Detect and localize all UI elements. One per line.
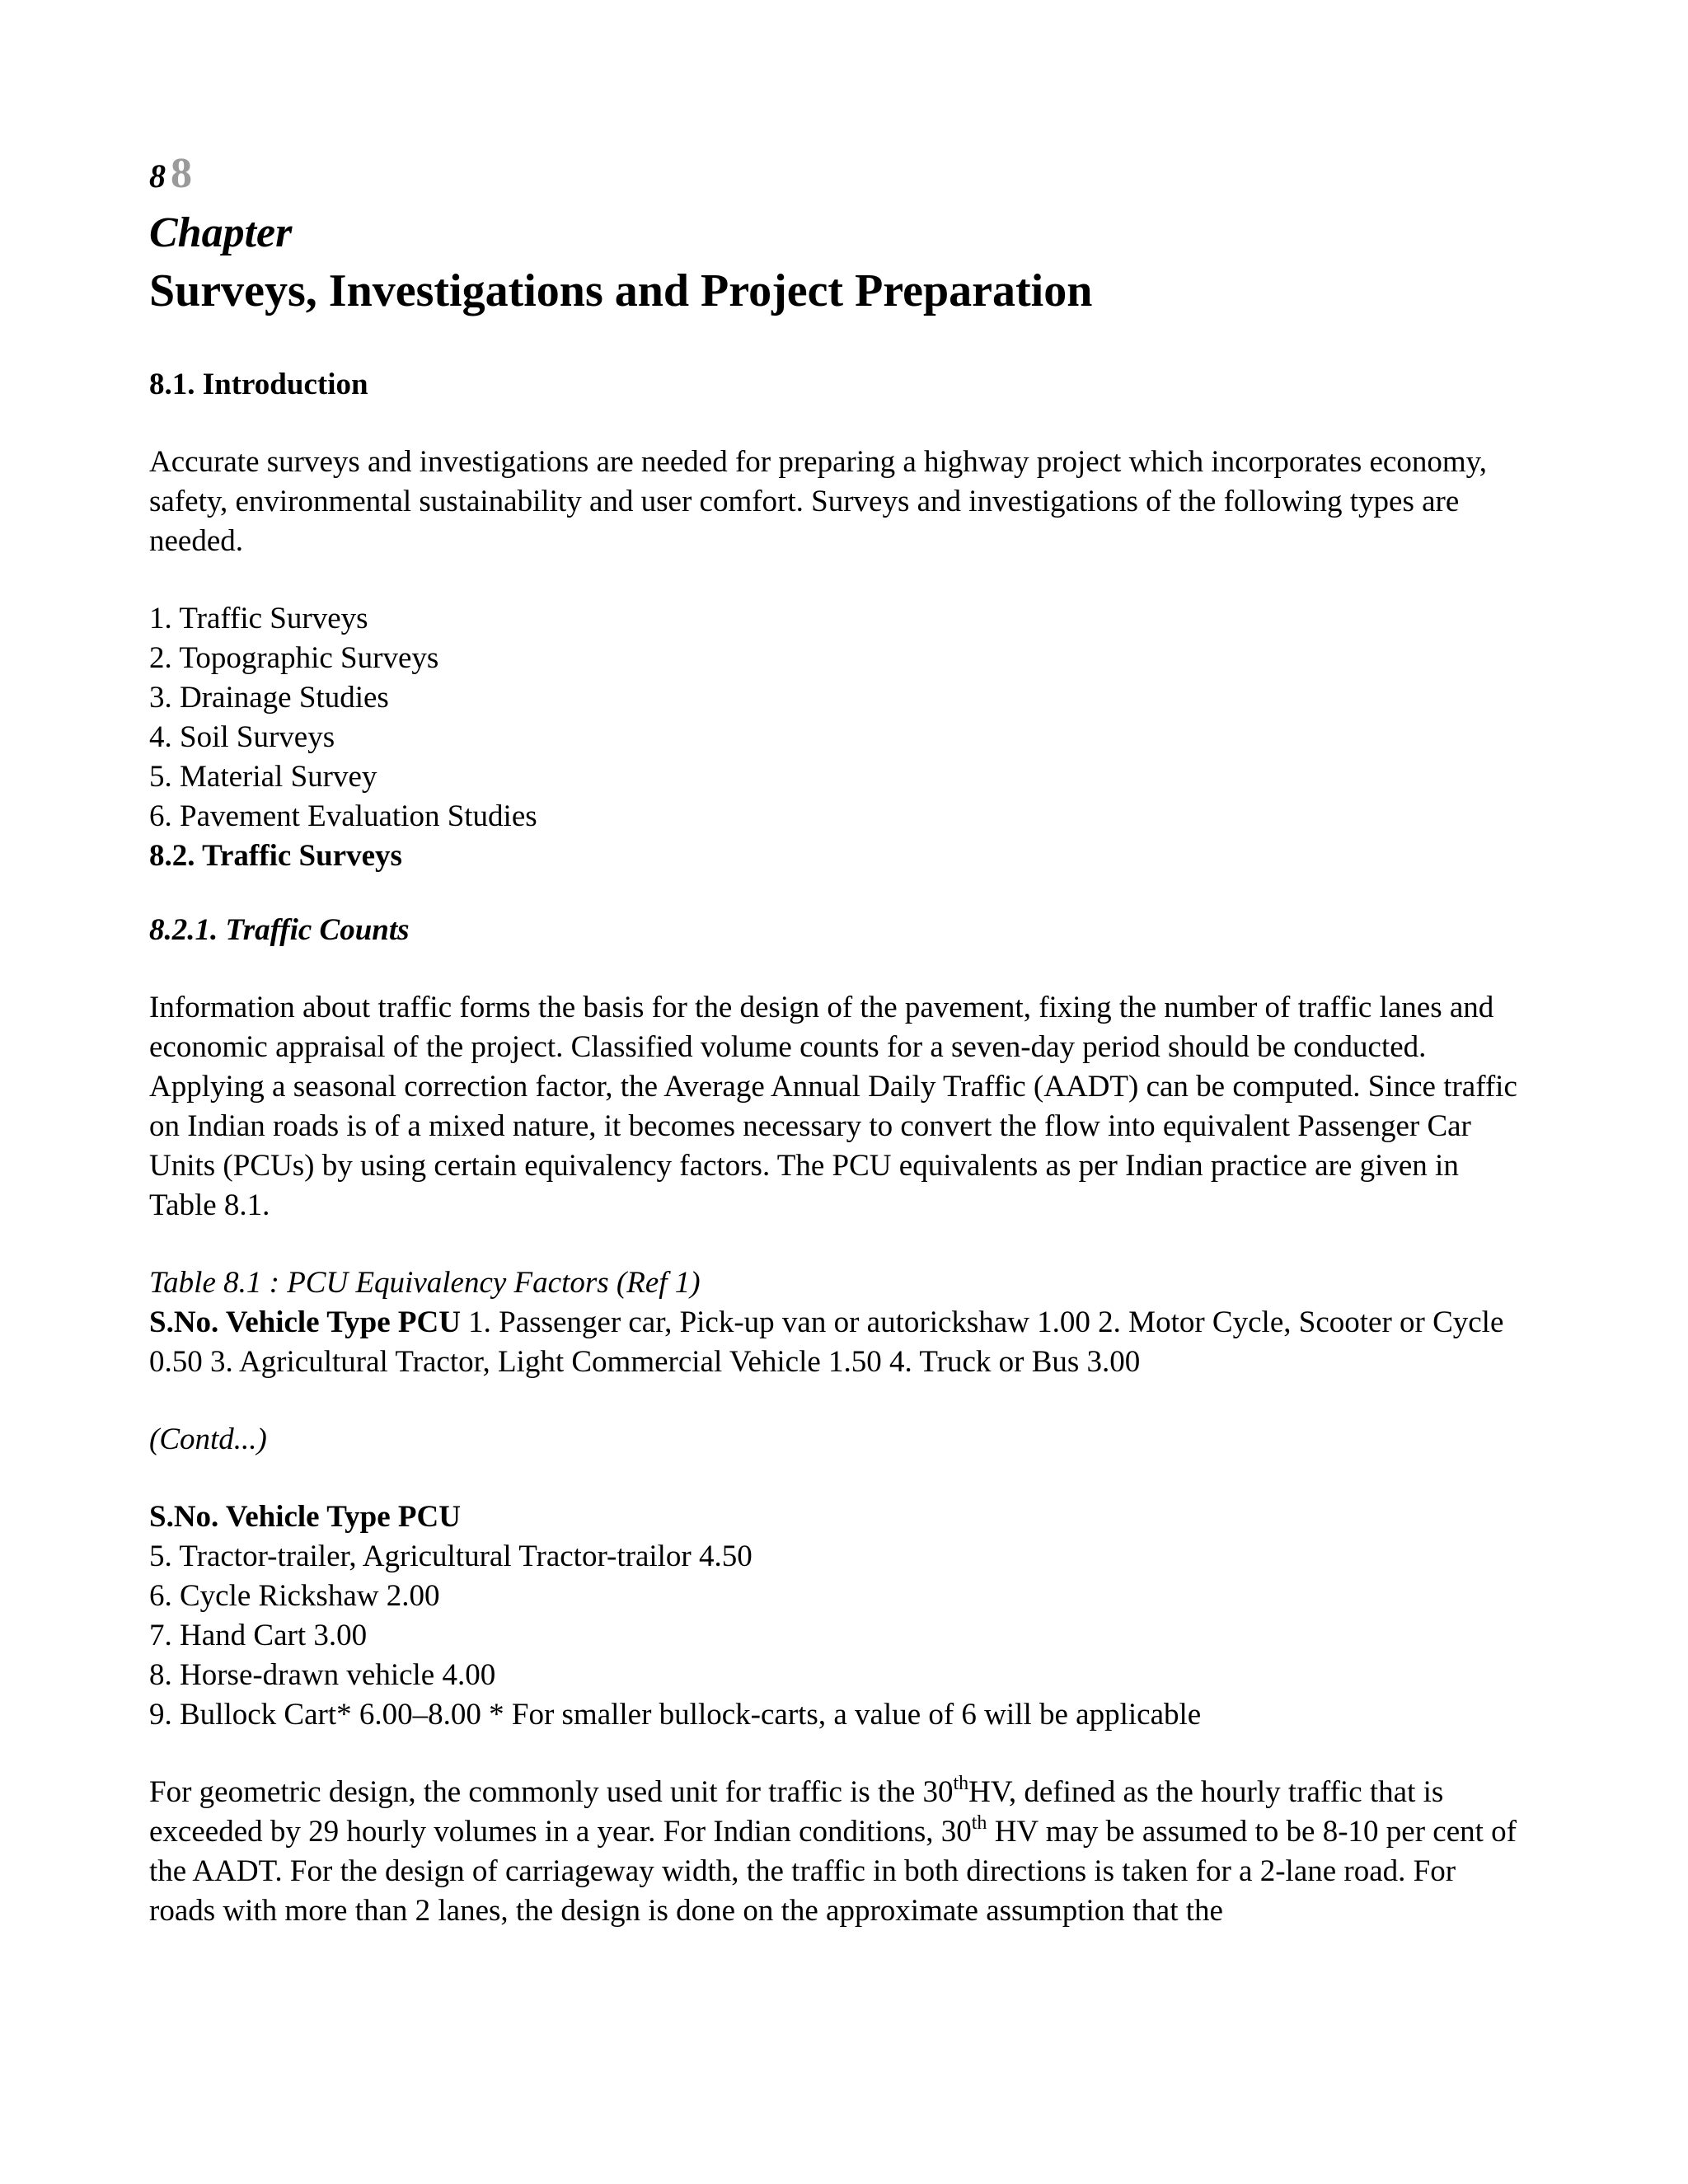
table-part-1 — [149, 1303, 1523, 1382]
superscript: th — [971, 1811, 987, 1834]
superscript: th — [953, 1772, 969, 1794]
section-heading-introduction: 8.1. Introduction — [149, 368, 368, 401]
table-contd-note: (Contd...) — [149, 1422, 267, 1456]
section-heading-traffic-surveys: 8.2. Traffic Surveys — [149, 839, 402, 873]
list-item: 5. Material Survey — [149, 760, 377, 794]
chapter-number-main: 8 — [149, 157, 166, 194]
subsection-heading-traffic-counts: 8.2.1. Traffic Counts — [149, 913, 410, 947]
paragraph-text: HV may be assumed to be 8-10 per cent of the AADT. For the design of carriageway width, the traffic in both directions is taken for a 2-lane road. For roads with more than 2 lanes, the design is done on the approximate assumption that the — [149, 1815, 1517, 1928]
chapter-number — [149, 152, 1523, 205]
table-part-2 — [149, 1497, 1523, 1735]
list-item: 6. Pavement Evaluation Studies — [149, 799, 537, 833]
table-row: 5. Tractor-trailer, Agricultural Tractor-trailor 4.50 — [149, 1540, 753, 1573]
table-header: S.No. Vehicle Type PCU — [149, 1305, 461, 1339]
table-row: 9. Bullock Cart* 6.00–8.00 * For smaller bullock-carts, a value of 6 will be applicable — [149, 1698, 1202, 1732]
introduction-paragraph: Accurate surveys and investigations are needed for preparing a highway project which incorporates economy, safety, environmental sustainability and user comfort. Surveys and investigations of the following types are needed. — [149, 445, 1487, 558]
table-rows-1-4: 1. Passenger car, Pick-up van or autorickshaw 1.00 2. Motor Cycle, Scooter or Cycle 0.50 3. Agricultural Tractor, Light Commercial Vehicle 1.50 4. Truck or Bus 3.00 — [149, 1305, 1504, 1379]
table-row: 7. Hand Cart 3.00 — [149, 1619, 368, 1652]
chapter-title: Surveys, Investigations and Project Preparation — [149, 265, 1093, 316]
table-row: 6. Cycle Rickshaw 2.00 — [149, 1579, 440, 1613]
table-row: 8. Horse-drawn vehicle 4.00 — [149, 1658, 496, 1692]
table-caption: Table 8.1 : PCU Equivalency Factors (Ref 1) — [149, 1266, 701, 1300]
survey-types-list — [149, 599, 1523, 876]
chapter-label: Chapter — [149, 209, 293, 256]
paragraph-text: For geometric design, the commonly used unit for traffic is the 30 — [149, 1775, 954, 1809]
chapter-number-ghost: 8 — [171, 150, 192, 197]
list-item: 1. Traffic Surveys — [149, 602, 368, 635]
list-item: 3. Drainage Studies — [149, 681, 389, 715]
list-item: 2. Topographic Surveys — [149, 641, 439, 675]
traffic-counts-paragraph: Information about traffic forms the basis for the design of the pavement, fixing the number of traffic lanes and economic appraisal of the project. Classified volume counts for a seven-day period should be conducted. Applying a seasonal correction factor, the Average Annual Daily Traffic (AADT) can be computed. Since traffic on Indian roads is of a mixed nature, it becomes necessary to convert the flow into equivalent Passenger Car Units (PCUs) by using certain equivalency factors. The PCU equivalents as per Indian practice are given in Table 8.1. — [149, 991, 1517, 1222]
table-header-2: S.No. Vehicle Type PCU — [149, 1500, 461, 1534]
geometric-design-paragraph — [149, 1773, 1523, 1931]
list-item: 4. Soil Surveys — [149, 720, 335, 754]
paragraph-text: HV, defined as the hourly traffic that is exceeded by 29 hourly volumes in a year. For Indian conditions, 30 — [149, 1775, 1444, 1849]
